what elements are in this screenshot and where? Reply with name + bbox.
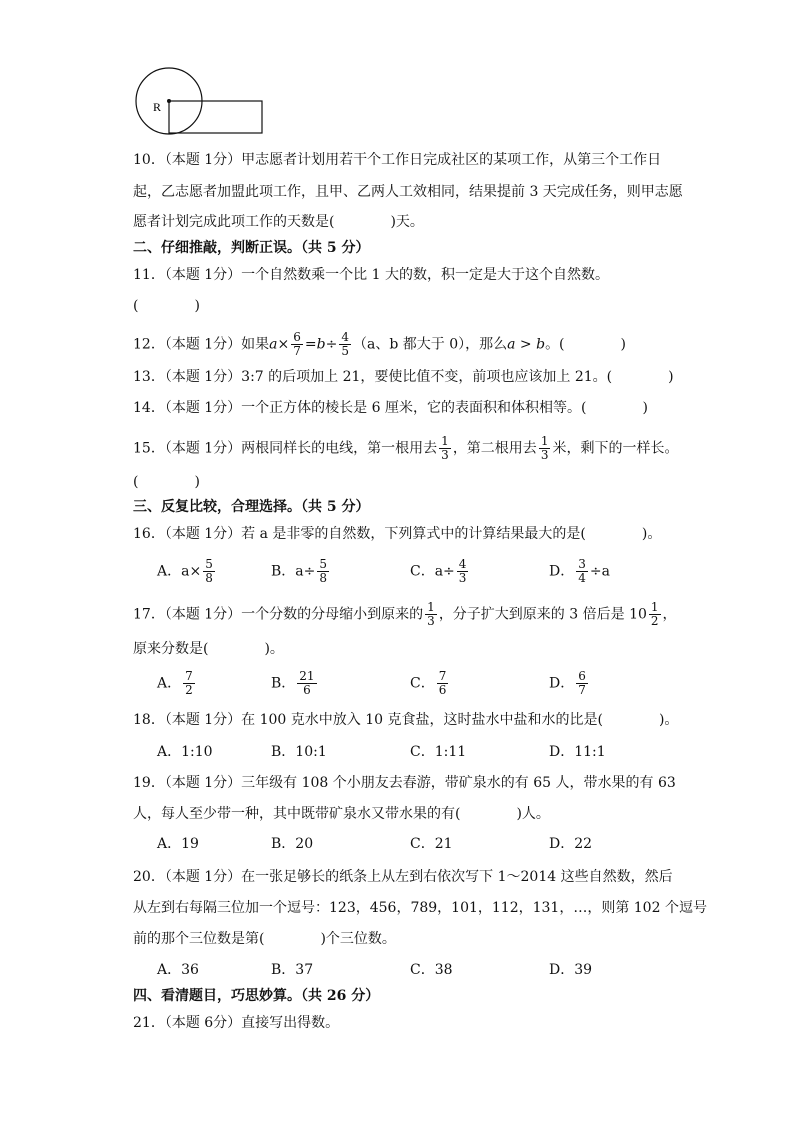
q17-b-den: 6 [303, 683, 311, 697]
q15-pre: 15．（本题 1分）两根同样长的电线，第一根用去 [133, 440, 438, 457]
q20-line2: 从左到右每隔三位加一个逗号：123，456，789，101，112，131，…，则第 102 个逗号 [133, 900, 707, 916]
q17-a-num: 7 [185, 669, 193, 683]
q17-d-num: 6 [578, 669, 586, 683]
q12-f2-den: 5 [341, 344, 349, 358]
q20-option-c[interactable]: C．38 [410, 962, 453, 978]
q18-text: 18．（本题 1分）在 100 克水中放入 10 克食盐，这时盐水中盐和水的比是( )。 [133, 712, 679, 728]
q17-text [133, 601, 677, 628]
q12-var-a: a [269, 336, 278, 353]
q16-option-b[interactable] [271, 558, 331, 585]
q17-mixed-num: 1 [650, 600, 659, 614]
q18-option-c[interactable]: C．1:11 [410, 744, 467, 760]
q19-option-b[interactable]: B．20 [271, 836, 314, 852]
q18-option-a[interactable]: A．1:10 [157, 744, 213, 760]
q18-options [157, 742, 677, 762]
q12-text [133, 331, 626, 358]
q17-b-num: 21 [299, 669, 315, 683]
q18-option-b[interactable]: B．10:1 [271, 744, 327, 760]
q17-option-a-label: A． [157, 675, 182, 692]
q17-option-c-fraction [437, 670, 449, 697]
q17-mixed-fraction [649, 601, 661, 628]
q15-f1-num: 1 [441, 434, 449, 448]
q16-option-c-fraction [457, 558, 469, 585]
q19-option-d[interactable]: D．22 [549, 836, 593, 852]
q17-d-den: 7 [578, 683, 586, 697]
q12-f1-den: 7 [293, 344, 301, 358]
q16-c-den: 3 [458, 571, 467, 585]
section3-title: 三、反复比较，合理选择。（共 5 分） [133, 499, 370, 515]
q20-option-a[interactable]: A．36 [157, 962, 199, 978]
q20-line3: 前的那个三位数是第( )个三位数。 [133, 931, 396, 947]
q16-option-d[interactable] [549, 558, 610, 585]
q17-option-a-fraction [183, 670, 195, 697]
q19-option-a[interactable]: A．19 [157, 836, 199, 852]
q15-answer-blank: ( ) [133, 474, 200, 490]
q17-options [157, 670, 677, 702]
q17-option-d-label: D． [549, 675, 575, 692]
q17-f-den: 3 [427, 614, 435, 628]
q12-end: 。( ) [545, 336, 626, 353]
radius-label: R [153, 100, 162, 114]
q16-option-c[interactable] [410, 558, 470, 585]
q16-d-den: 4 [578, 571, 586, 585]
q17-c-den: 6 [438, 683, 447, 697]
q16-option-d-label: D． [549, 563, 575, 580]
q16-a-num: 5 [205, 557, 213, 571]
q17-a-den: 2 [185, 683, 193, 697]
q12-compare: a > b [507, 336, 546, 353]
q16-option-c-label: C．a÷ [410, 563, 455, 580]
q10-line1: 10．（本题 1分）甲志愿者计划用若干个工作日完成社区的某项工作，从第三个工作日 [133, 152, 662, 168]
circle-rectangle-figure [0, 0, 794, 140]
q17-mixed-den: 2 [650, 614, 659, 628]
q12-pre: 12．（本题 1分）如果 [133, 336, 270, 353]
q14-text: 14．（本题 1分）一个正方体的棱长是 6 厘米，它的表面积和体积相等。( ) [133, 400, 648, 416]
q12-times: × [277, 336, 290, 353]
q17-c-num: 7 [438, 669, 447, 683]
q19-option-c[interactable]: C．21 [410, 836, 453, 852]
q18-option-d[interactable]: D．11:1 [549, 744, 606, 760]
q12-eq: = [304, 336, 317, 353]
q16-b-den: 8 [319, 571, 328, 585]
q17-f-num: 1 [427, 600, 435, 614]
q10-line2: 起，乙志愿者加盟此项工作，且甲、乙两人工效相同，结果提前 3 天完成任务，则甲志愿 [133, 184, 683, 200]
q12-var-b: b [316, 336, 326, 353]
q11-answer-blank: ( ) [133, 298, 200, 314]
q11-text: 11．（本题 1分）一个自然数乘一个比 1 大的数，积一定是大于这个自然数。 [133, 267, 609, 283]
q16-option-a[interactable] [157, 558, 217, 585]
q17-option-d-fraction [576, 670, 588, 697]
q16-options [157, 558, 677, 584]
q12-div: ÷ [325, 336, 338, 353]
q16-option-b-label: B．a÷ [271, 563, 316, 580]
q12-f1-num: 6 [293, 330, 301, 344]
q15-post: 米，剩下的一样长。 [552, 440, 679, 457]
q17-mid: ，分子扩大到原来的 3 倍后是 10 [438, 606, 647, 623]
q15-f2-num: 1 [540, 434, 549, 448]
q16-text: 16．（本题 1分）若 a 是非零的自然数，下列算式中的计算结果最大的是( )。 [133, 526, 662, 542]
q16-option-a-label: A．a× [157, 563, 202, 580]
q16-option-b-fraction [317, 558, 329, 585]
q17-pre: 17．（本题 1分）一个分数的分母缩小到原来的 [133, 606, 424, 623]
q17-option-b-fraction [297, 670, 316, 697]
q16-b-num: 5 [319, 557, 328, 571]
q17-fraction [425, 601, 437, 628]
q15-mid: ，第二根用去 [452, 440, 537, 457]
q17-option-b[interactable] [271, 670, 319, 697]
q10-line3: 愿者计划完成此项工作的天数是( )天。 [133, 214, 424, 230]
q12-f2-num: 4 [341, 330, 349, 344]
section4-title: 四、看清题目，巧思妙算。（共 26 分） [133, 988, 380, 1004]
q21-text: 21．（本题 6分）直接写出得数。 [133, 1015, 340, 1031]
q12-post: （a、b 都大于 0），那么 [352, 336, 508, 353]
q16-option-a-fraction [203, 558, 215, 585]
q12-fraction-2 [339, 331, 351, 358]
q17-option-b-label: B． [271, 675, 296, 692]
q20-options [157, 960, 677, 980]
q19-line1: 19．（本题 1分）三年级有 108 个小朋友去春游，带矿泉水的有 65 人，带水果的有 63 [133, 775, 676, 791]
q15-f1-den: 3 [441, 448, 449, 462]
q20-option-b[interactable]: B．37 [271, 962, 314, 978]
q20-option-d[interactable]: D．39 [549, 962, 593, 978]
q17-option-c[interactable] [410, 670, 450, 697]
rectangle-shape [169, 101, 262, 133]
section2-title: 二、仔细推敲，判断正误。（共 5 分） [133, 240, 370, 256]
q13-text: 13．（本题 1分）3:7 的后项加上 21，要使比值不变，前项也应该加上 21。( ) [133, 369, 674, 385]
q15-fraction-2 [539, 435, 551, 462]
q19-options [157, 834, 677, 854]
q17-post: ， [662, 606, 677, 623]
q16-c-num: 4 [458, 557, 467, 571]
q15-fraction-1 [439, 435, 451, 462]
q19-line2: 人，每人至少带一种，其中既带矿泉水又带水果的有( )人。 [133, 806, 550, 822]
q16-a-den: 8 [205, 571, 213, 585]
q20-line1: 20．（本题 1分）在一张足够长的纸条上从左到右依次写下 1～2014 这些自然数，然后 [133, 869, 673, 885]
q17-option-c-label: C． [410, 675, 435, 692]
q15-f2-den: 3 [540, 448, 549, 462]
q16-option-d-tail: ÷a [589, 563, 610, 580]
q17-option-d[interactable] [549, 670, 590, 697]
circle-center-dot [167, 99, 171, 103]
q12-fraction-1 [291, 331, 303, 358]
q16-option-d-fraction [576, 558, 588, 585]
q17-line2: 原来分数是( )。 [133, 641, 284, 657]
q15-text [133, 435, 678, 462]
q17-option-a[interactable] [157, 670, 197, 697]
q16-d-num: 3 [578, 557, 586, 571]
